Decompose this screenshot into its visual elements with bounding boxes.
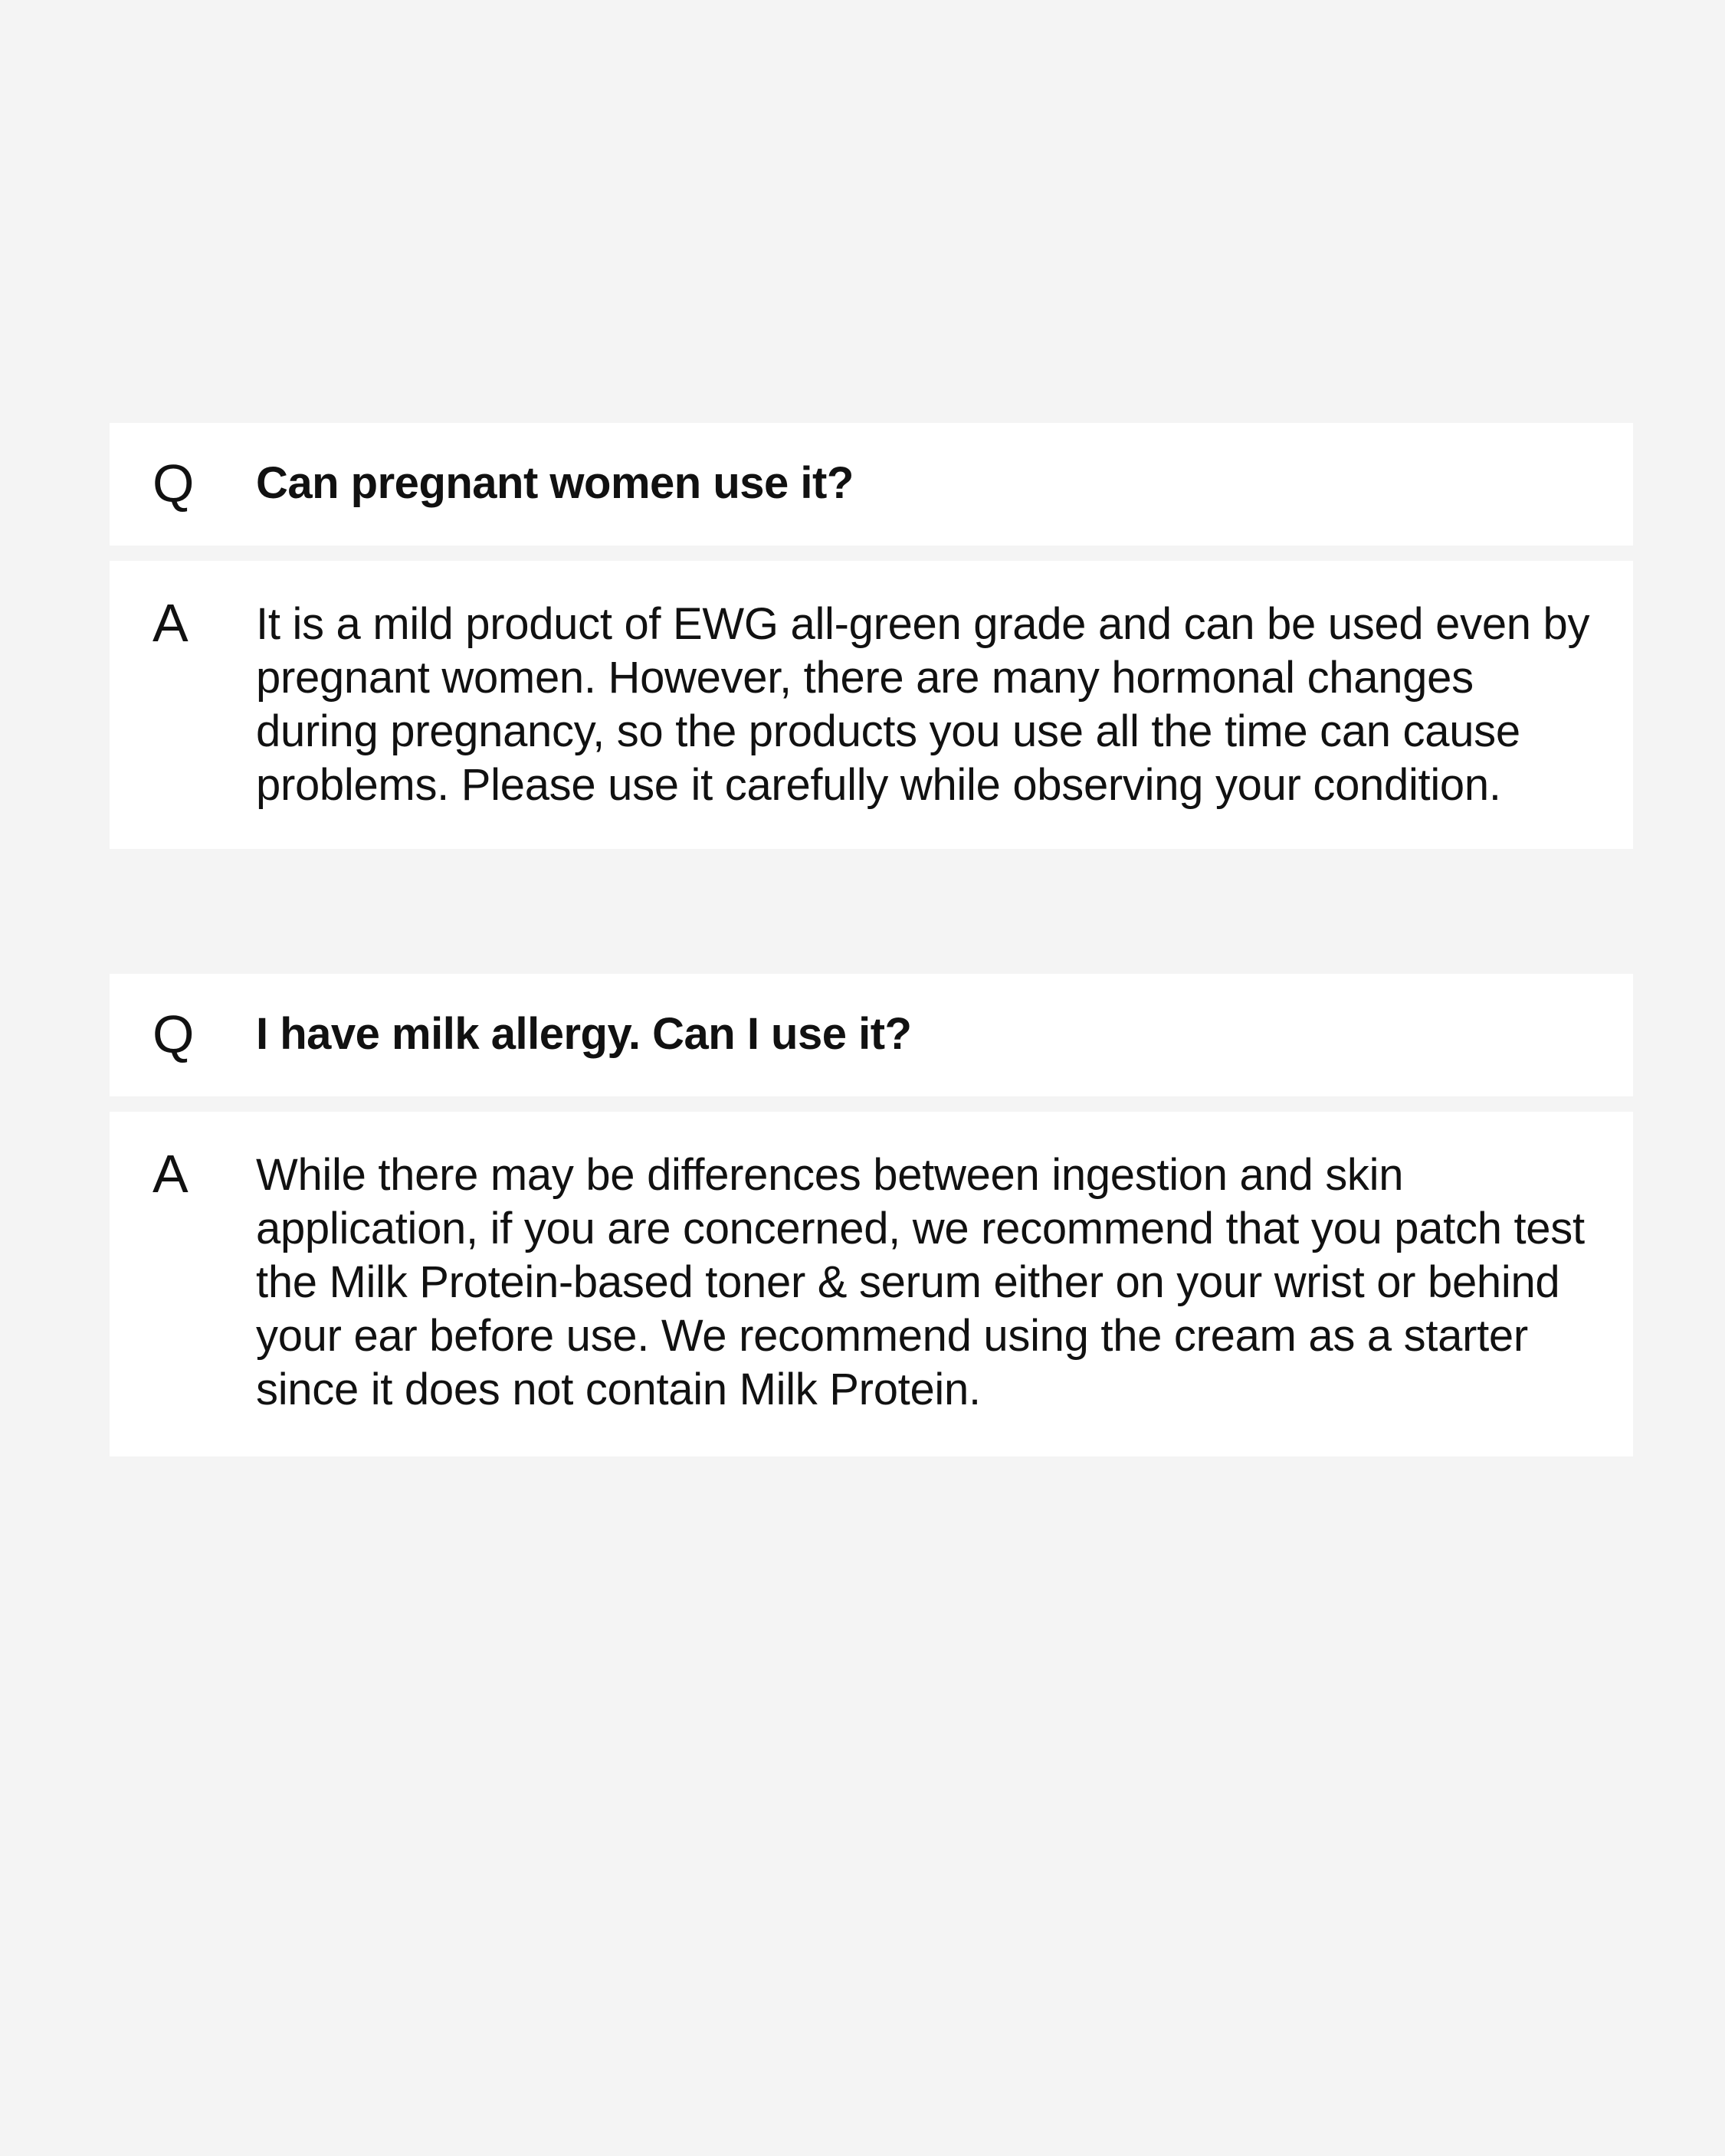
answer-marker: A bbox=[152, 1144, 189, 1204]
faq-item-milk-allergy bbox=[110, 974, 1633, 1456]
question-text: I have milk allergy. Can I use it? bbox=[256, 1009, 912, 1059]
question-marker: Q bbox=[152, 1004, 195, 1064]
answer-text: It is a mild product of EWG all-green grade and can be used even by pregnant women. However, there are many hormonal changes during pregnancy, so the products you use all the time can cause problems. Please use it carefully while observing your condition. bbox=[256, 599, 1590, 810]
question-card bbox=[110, 423, 1633, 546]
answer-card bbox=[110, 1112, 1633, 1456]
question-text: Can pregnant women use it? bbox=[256, 458, 854, 508]
faq-item-pregnancy bbox=[110, 423, 1633, 849]
question-marker: Q bbox=[152, 454, 195, 513]
answer-card bbox=[110, 561, 1633, 849]
question-card bbox=[110, 974, 1633, 1096]
answer-marker: A bbox=[152, 593, 189, 653]
answer-text: While there may be differences between ingestion and skin application, if you are concerned, we recommend that you patch test the Milk Protein-based toner & serum either on your wrist or behind your ear before use. We recommend using the cream as a starter since it does not contain Milk Protein. bbox=[256, 1150, 1585, 1414]
